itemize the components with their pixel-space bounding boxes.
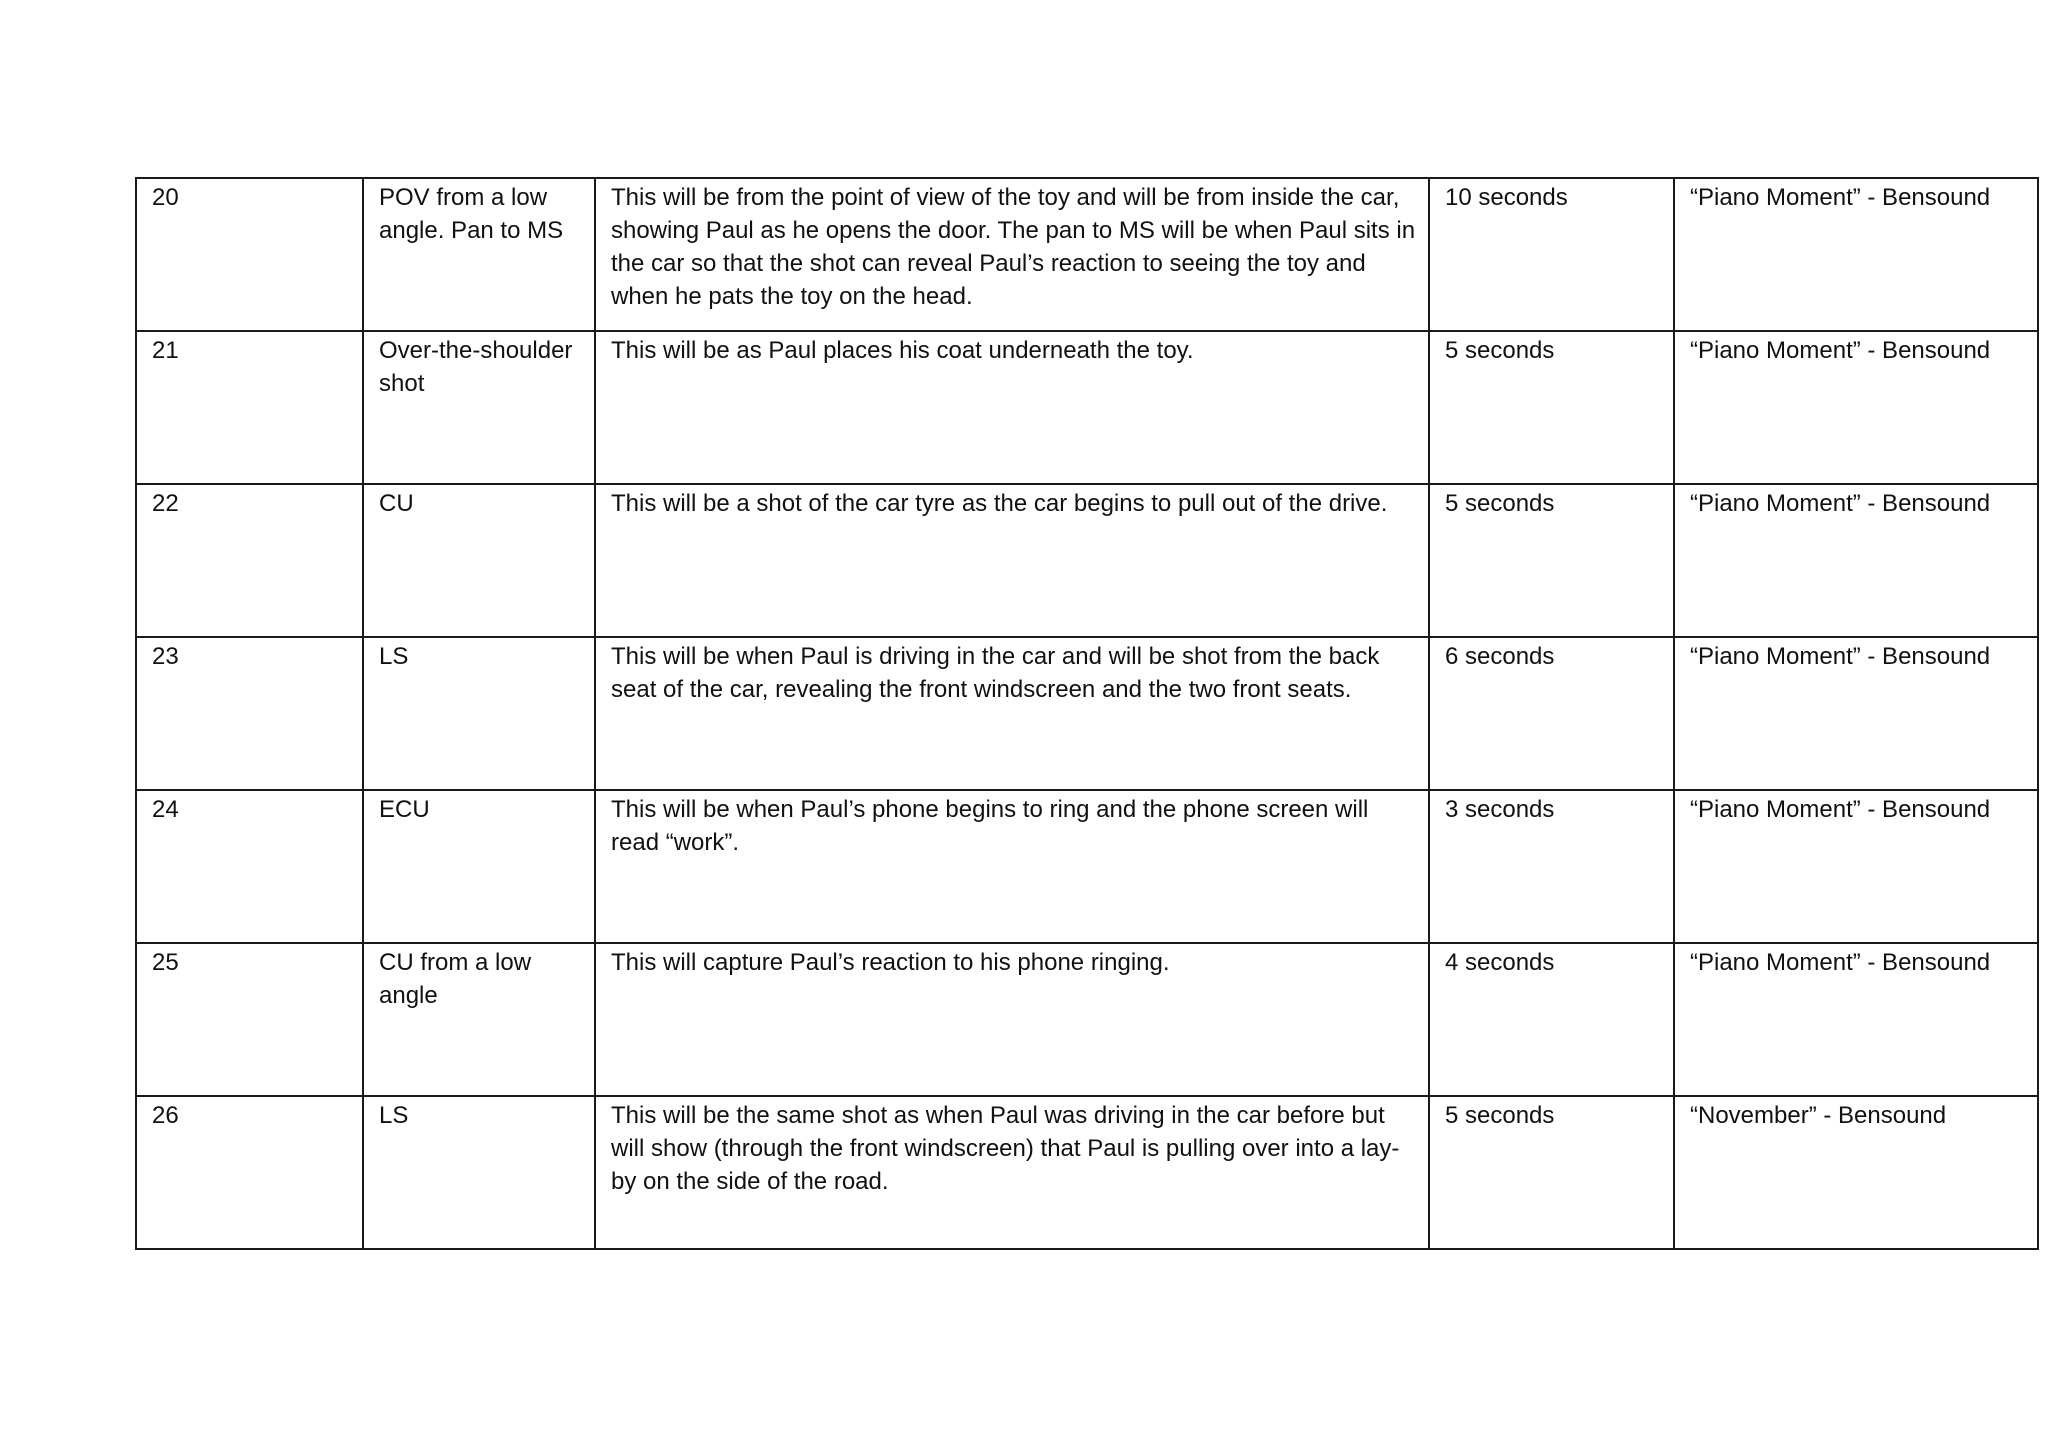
shot-type-cell: ECU [363,790,595,943]
shot-music-cell: “Piano Moment” - Bensound [1674,637,2038,790]
shot-description-cell: This will be from the point of view of the toy and will be from inside the car, showing Paul as he opens the door. The pan to MS will be when Paul sits in the car so that the shot can reveal Paul’s reaction to seeing the toy and when he pats the toy on the head. [595,178,1429,331]
shot-type-cell: Over-the-shoulder shot [363,331,595,484]
table-row [136,943,2038,1096]
table-row [136,484,2038,637]
shot-description-cell: This will be when Paul’s phone begins to ring and the phone screen will read “work”. [595,790,1429,943]
shot-number-cell: 23 [136,637,363,790]
table-row [136,1096,2038,1249]
table-row [136,637,2038,790]
shot-duration-cell: 6 seconds [1429,637,1674,790]
shot-music-cell: “Piano Moment” - Bensound [1674,178,2038,331]
shot-type-cell: POV from a low angle. Pan to MS [363,178,595,331]
shot-duration-cell: 5 seconds [1429,1096,1674,1249]
shot-description-cell: This will capture Paul’s reaction to his phone ringing. [595,943,1429,1096]
shot-description-cell: This will be when Paul is driving in the car and will be shot from the back seat of the car, revealing the front windscreen and the two front seats. [595,637,1429,790]
shot-type-cell: LS [363,637,595,790]
shot-number-cell: 25 [136,943,363,1096]
shot-number-cell: 26 [136,1096,363,1249]
shot-number-cell: 22 [136,484,363,637]
shot-description-cell: This will be the same shot as when Paul was driving in the car before but will show (through the front windscreen) that Paul is pulling over into a lay-by on the side of the road. [595,1096,1429,1249]
shot-duration-cell: 5 seconds [1429,331,1674,484]
shot-duration-cell: 5 seconds [1429,484,1674,637]
shot-music-cell: “November” - Bensound [1674,1096,2038,1249]
shot-music-cell: “Piano Moment” - Bensound [1674,790,2038,943]
table-row [136,178,2038,331]
shot-music-cell: “Piano Moment” - Bensound [1674,943,2038,1096]
shot-list-table [135,177,2039,1250]
shot-music-cell: “Piano Moment” - Bensound [1674,484,2038,637]
shot-number-cell: 24 [136,790,363,943]
shot-type-cell: LS [363,1096,595,1249]
shot-number-cell: 21 [136,331,363,484]
shot-type-cell: CU from a low angle [363,943,595,1096]
shot-type-cell: CU [363,484,595,637]
table-row [136,790,2038,943]
shot-description-cell: This will be a shot of the car tyre as the car begins to pull out of the drive. [595,484,1429,637]
shot-duration-cell: 4 seconds [1429,943,1674,1096]
shot-music-cell: “Piano Moment” - Bensound [1674,331,2038,484]
table-row [136,331,2038,484]
shot-duration-cell: 3 seconds [1429,790,1674,943]
shot-number-cell: 20 [136,178,363,331]
shot-description-cell: This will be as Paul places his coat underneath the toy. [595,331,1429,484]
shot-duration-cell: 10 seconds [1429,178,1674,331]
